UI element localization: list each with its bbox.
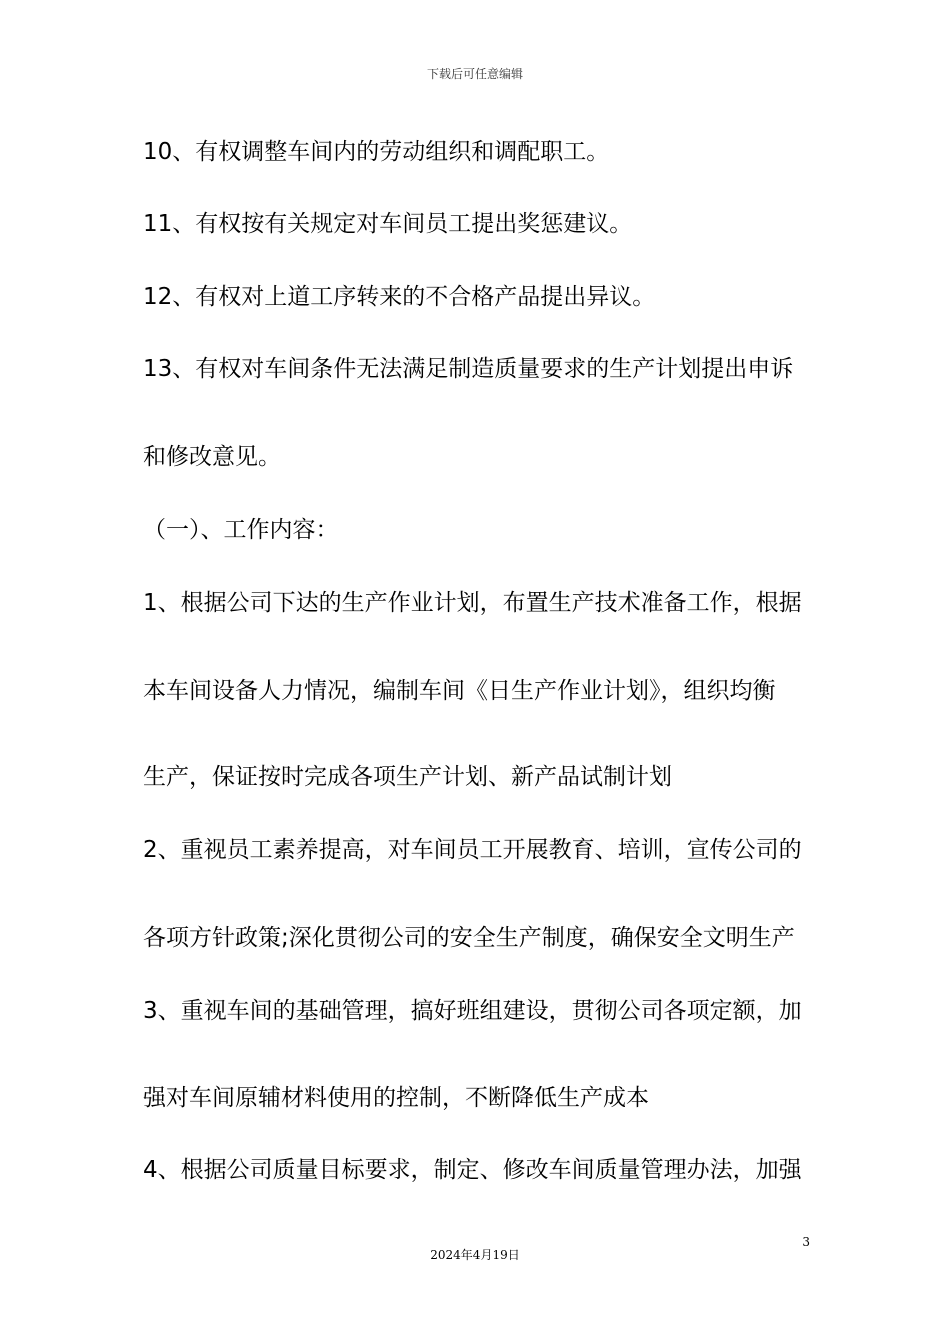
footer-date: 2024年4月19日 <box>430 1248 520 1262</box>
page-number: 3 <box>802 1235 810 1249</box>
text-line-5: 和修改意见。 <box>143 444 281 470</box>
text-line-7: 1、根据公司下达的生产作业计划，布置生产技术准备工作，根据 <box>143 590 802 616</box>
text-line-13: 强对车间原辅材料使用的控制，不断降低生产成本 <box>143 1085 649 1111</box>
text-line-4: 13、有权对车间条件无法满足制造质量要求的生产计划提出申诉 <box>143 356 794 382</box>
text-line-8: 本车间设备人力情况，编制车间《日生产作业计划》，组织均衡 <box>143 678 776 704</box>
text-line-10: 2、重视员工素养提高，对车间员工开展教育、培训，宣传公司的 <box>143 837 802 863</box>
section-heading: （一）、工作内容： <box>143 517 339 543</box>
text-line-12: 3、重视车间的基础管理，搞好班组建设，贯彻公司各项定额，加 <box>143 998 802 1024</box>
text-line-9: 生产，保证按时完成各项生产计划、新产品试制计划 <box>143 764 672 790</box>
text-line-3: 12、有权对上道工序转来的不合格产品提出异议。 <box>143 284 656 310</box>
text-line-14: 4、根据公司质量目标要求，制定、修改车间质量管理办法，加强 <box>143 1157 802 1183</box>
text-line-2: 11、有权按有关规定对车间员工提出奖惩建议。 <box>143 211 633 237</box>
page-header-note: 下载后可任意编辑 <box>426 67 523 81</box>
text-line-1: 10、有权调整车间内的劳动组织和调配职工。 <box>143 139 610 165</box>
text-line-11: 各项方针政策;深化贯彻公司的安全生产制度，确保安全文明生产 <box>143 925 795 951</box>
